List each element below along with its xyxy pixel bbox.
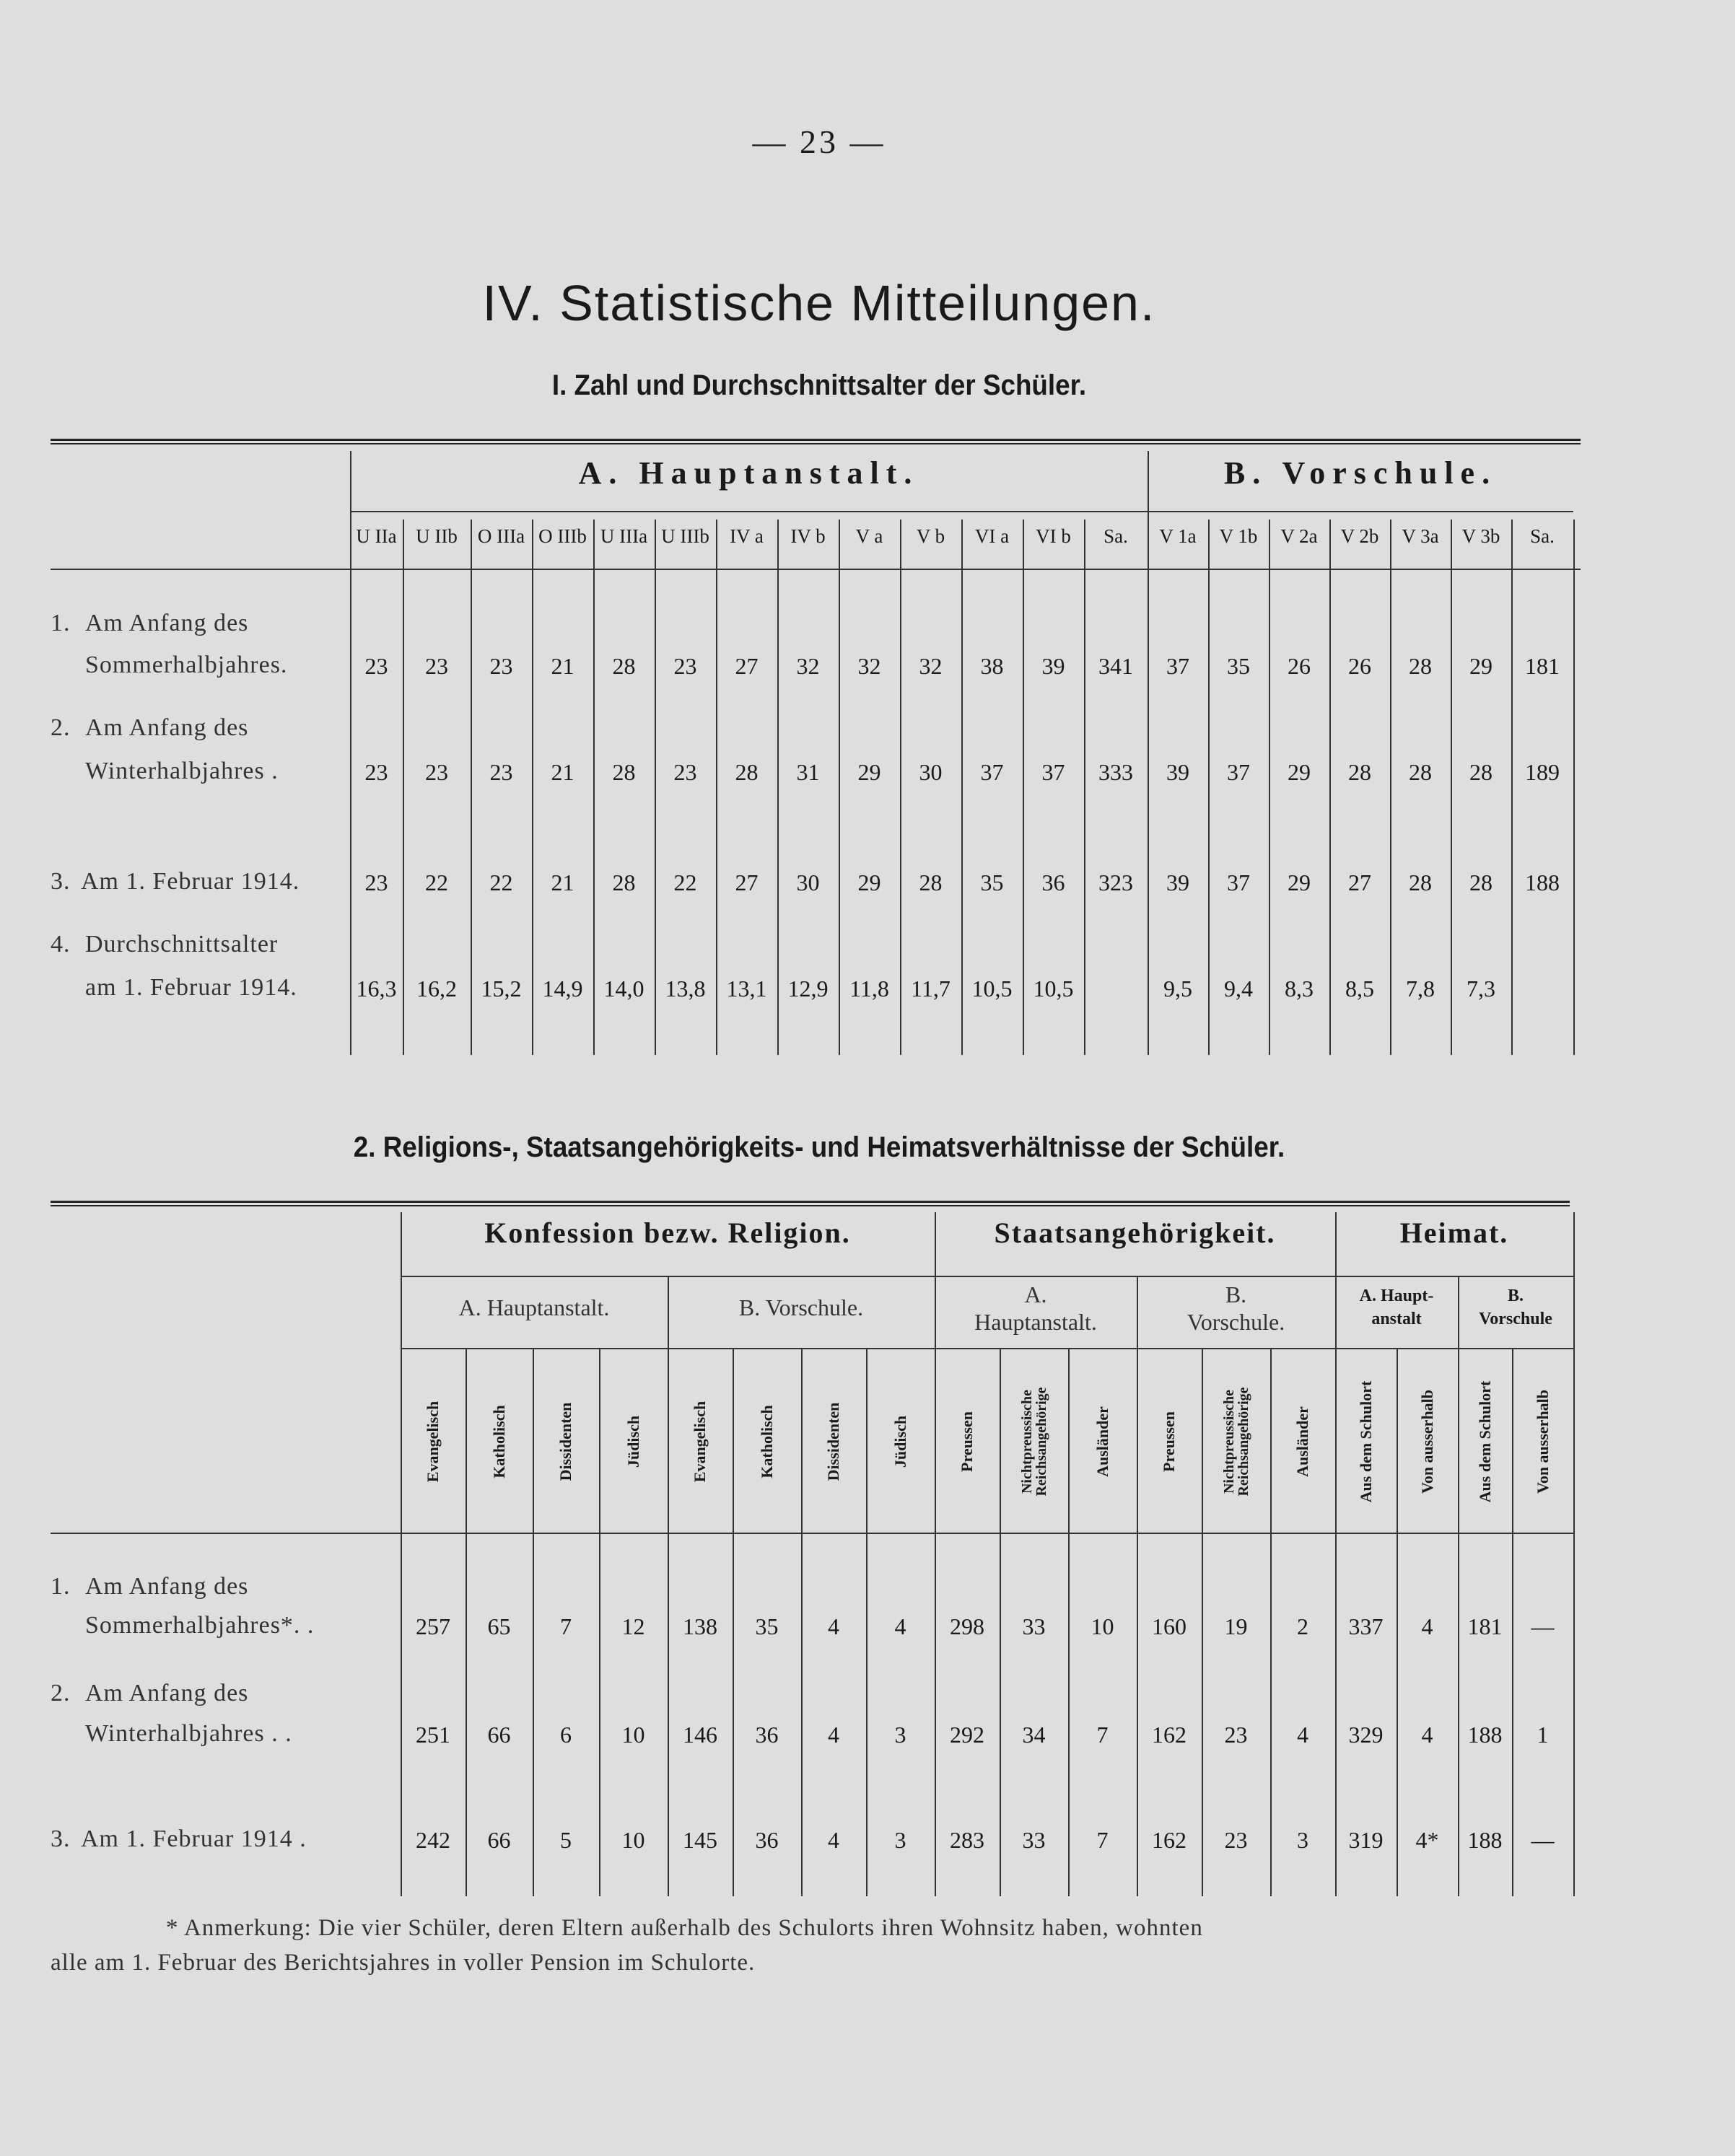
table2-sub-konf-a: A. Hauptanstalt.: [458, 1294, 610, 1320]
table2-cell: 23: [1224, 1722, 1248, 1748]
table1-cell: 7,8: [1406, 976, 1435, 1002]
table2-cell: 188: [1467, 1722, 1503, 1748]
table2-column-header: Evangelisch: [691, 1401, 709, 1483]
table1-cell: 28: [612, 653, 636, 679]
heimat-a-line2: anstalt: [1371, 1310, 1422, 1328]
table2-column-header-line: Reichsangehörige: [1033, 1387, 1049, 1497]
table1-vrule: [961, 520, 963, 1055]
table1-column-header: V 1a: [1159, 525, 1197, 547]
table2-column-header: Jüdisch: [624, 1415, 642, 1468]
table1-column-header: Sa.: [1104, 525, 1128, 547]
table1-column-header: V a: [855, 525, 883, 547]
table2-row-number: 2.: [51, 1680, 71, 1706]
table1-cell: 36: [1041, 869, 1065, 895]
table1-cell: 29: [1288, 759, 1311, 785]
table1-row-label: Am 1. Februar 1914.: [81, 868, 300, 895]
table1-cell: 22: [489, 869, 513, 895]
table1-vrule: [777, 520, 779, 1055]
table1-vrule: [1023, 520, 1024, 1055]
table1-vrule: [1329, 520, 1331, 1055]
table1-cell: 28: [612, 759, 636, 785]
table2-cell: 162: [1152, 1722, 1186, 1748]
table2-cell: 7: [1096, 1827, 1109, 1853]
table2-column-header: Ausländer: [1293, 1406, 1311, 1477]
table1-cell: 23: [364, 759, 388, 785]
table1-cell: 28: [1409, 869, 1432, 895]
table2-cell: 298: [950, 1613, 984, 1639]
table2-cell: 23: [1224, 1827, 1248, 1853]
table1-vrule: [839, 520, 840, 1055]
table1-hrule-header: [51, 569, 1581, 570]
table2-cell: 4: [894, 1613, 906, 1639]
table2-cell: 251: [416, 1722, 450, 1748]
table1-column-header: U IIIb: [661, 525, 709, 547]
section1-heading: I. Zahl und Durchschnittsalter der Schüler.: [551, 369, 1087, 401]
table1-cell: 28: [735, 759, 759, 785]
table1-cell: 39: [1166, 759, 1189, 785]
table1-cell: 39: [1041, 653, 1065, 679]
footnote-line-1: * Anmerkung: Die vier Schüler, deren Eltern außerhalb des Schulorts ihren Wohnsitz haben, wohnten: [166, 1915, 1203, 1941]
table2-row-number: 3.: [51, 1826, 71, 1852]
table1-group-hauptanstalt: A. Hauptanstalt.: [578, 455, 919, 491]
table1-cell: 26: [1288, 653, 1311, 679]
table2-cell: 4*: [1415, 1827, 1439, 1853]
table2-vrule: [1137, 1277, 1138, 1896]
table1-column-header: U IIa: [356, 525, 397, 547]
table1-cell: 23: [425, 653, 448, 679]
table2-cell: 4: [1297, 1722, 1308, 1748]
table1-cell: 37: [1227, 869, 1250, 895]
table1-cell: 8,5: [1345, 976, 1374, 1002]
table2-column-header: Preussen: [1160, 1411, 1178, 1472]
table1-cell: 28: [1348, 759, 1371, 785]
table2-vrule: [1335, 1212, 1337, 1896]
table1-cell: 23: [489, 759, 513, 785]
table1-vrule: [900, 520, 901, 1055]
table2-column-header: [1020, 1366, 1049, 1517]
table2-column-header-line: Nichtpreussische: [1018, 1389, 1035, 1494]
staat-b-line2: Vorschule.: [1186, 1309, 1285, 1335]
staat-a-line2: Hauptanstalt.: [974, 1309, 1097, 1335]
table1-cell: 28: [1469, 869, 1493, 895]
table2-vrule: [935, 1212, 936, 1896]
heimat-a-line1: A. Haupt-: [1359, 1287, 1434, 1305]
table1-cell: 23: [364, 653, 388, 679]
table1-vrule: [532, 520, 533, 1055]
table1-cell: 11,7: [911, 976, 950, 1002]
heimat-b-line2: Vorschule: [1479, 1310, 1552, 1328]
table1-column-header: VI b: [1036, 525, 1071, 547]
page-number: — 23 —: [752, 123, 886, 160]
table1-column-header: Sa.: [1530, 525, 1555, 547]
table2-cell: 4: [1421, 1613, 1433, 1639]
table2-column-header: Ausländer: [1093, 1406, 1111, 1477]
table1-hrule-groups: [350, 511, 1573, 512]
table1-cell: 30: [796, 869, 820, 895]
table1-column-header: V 2b: [1340, 525, 1379, 547]
table2-column-header: Preussen: [958, 1411, 976, 1472]
table2-cell: 257: [416, 1613, 450, 1639]
table1-column-header: V 3a: [1402, 525, 1439, 547]
table2-cell: 4: [828, 1827, 839, 1853]
table1-row-label: Durchschnittsalter: [85, 931, 279, 958]
table1-cell: 21: [551, 869, 574, 895]
table2-cell: 33: [1022, 1827, 1046, 1853]
table2-cell: 160: [1152, 1613, 1186, 1639]
table2-column-header: Dissidenten: [556, 1402, 574, 1481]
footnote-line-2: alle am 1. Februar des Berichtsjahres in voller Pension im Schulorte.: [51, 1950, 756, 1976]
table1-cell: 14,0: [603, 976, 644, 1002]
table1-vrule: [1573, 520, 1575, 1055]
table2-column-header-line: Nichtpreussische: [1220, 1389, 1237, 1494]
table1-cell: 21: [551, 759, 574, 785]
table2-cell: 3: [894, 1722, 906, 1748]
table2-column-header: [1222, 1366, 1251, 1517]
table1-cell: 333: [1098, 759, 1133, 785]
table2-cell: 65: [487, 1613, 511, 1639]
table1-cell: 38: [980, 653, 1004, 679]
table1-cell: 323: [1098, 869, 1133, 895]
table1-cell: 7,3: [1467, 976, 1495, 1002]
table1-cell: 35: [1227, 653, 1250, 679]
table2-column-header: Aus dem Schulort: [1356, 1380, 1375, 1503]
table2-cell: 19: [1224, 1613, 1248, 1639]
table2-sub-heimat-b: [1458, 1284, 1573, 1331]
table1-column-header: O IIIa: [477, 525, 525, 547]
staat-b-line1: B.: [1225, 1281, 1247, 1307]
table1-column-header: V 1b: [1219, 525, 1258, 547]
table2-row-number: 1.: [51, 1573, 71, 1600]
table1-group-vorschule: B. Vorschule.: [1223, 455, 1498, 491]
table1-row-number: 4.: [51, 931, 71, 958]
table2-row-label: Winterhalbjahres . .: [85, 1720, 292, 1747]
table2-sub-heimat-a: [1335, 1284, 1458, 1331]
table1-cell: 37: [980, 759, 1004, 785]
footnote: [51, 1911, 1566, 1980]
table2-sub-staat-b: [1137, 1281, 1335, 1336]
table1-row-number: 3.: [51, 868, 71, 895]
table1-column-header: VI a: [974, 525, 1010, 547]
table1-cell: 188: [1525, 869, 1560, 895]
table1-cell: 13,8: [665, 976, 706, 1002]
table1-vrule: [1208, 520, 1210, 1055]
table2-cell: 162: [1152, 1827, 1186, 1853]
table1-cell: 32: [919, 653, 943, 679]
table1-cell: 29: [857, 869, 881, 895]
table2-sub-konf-b: B. Vorschule.: [738, 1294, 864, 1320]
table2-cell: 145: [683, 1827, 717, 1853]
table1-cell: 9,4: [1224, 976, 1253, 1002]
table2-column-header: Dissidenten: [824, 1402, 842, 1481]
table1-vrule: [403, 520, 404, 1055]
table2-cell: 329: [1348, 1722, 1384, 1748]
table2-cell: 2: [1297, 1613, 1308, 1639]
table1-vrule: [471, 520, 472, 1055]
table2-hrule-sub: [401, 1348, 1573, 1349]
table1-cell: 31: [796, 759, 820, 785]
table2-cell: 337: [1348, 1613, 1384, 1639]
table1-row-label: am 1. Februar 1914.: [85, 974, 297, 1001]
table2-cell: 7: [1096, 1722, 1109, 1748]
table2-cell: 3: [894, 1827, 906, 1853]
table2-cell: 292: [950, 1722, 984, 1748]
section2-heading: 2. Religions-, Staatsangehörigkeits- und Heimatsverhältnisse der Schüler.: [353, 1131, 1285, 1163]
table2-vrule: [1458, 1277, 1459, 1896]
table2-cell: 188: [1467, 1827, 1503, 1853]
table1-row-label: Sommerhalbjahres.: [85, 652, 288, 678]
table2-cell: 10: [1091, 1613, 1114, 1639]
table1-cell: 29: [1288, 869, 1311, 895]
table2-cell: 4: [1421, 1722, 1433, 1748]
page-title: IV. Statistische Mitteilungen.: [482, 275, 1156, 331]
table1-cell: 23: [364, 869, 388, 895]
table1-cell: 23: [673, 759, 697, 785]
table2-cell: 4: [828, 1613, 839, 1639]
table1-column-header: U IIIa: [600, 525, 648, 547]
table1-cell: 10,5: [971, 976, 1013, 1002]
table2-cell: 66: [487, 1722, 511, 1748]
table2-cell: 1: [1537, 1722, 1549, 1748]
table1-cell: 28: [1469, 759, 1493, 785]
table2-vrule: [401, 1212, 402, 1896]
table1-cell: 32: [796, 653, 820, 679]
table1-cell: 27: [735, 869, 759, 895]
table2-column-header: Aus dem Schulort: [1475, 1380, 1494, 1503]
table2-cell: —: [1531, 1827, 1555, 1853]
table1-vrule: [716, 520, 717, 1055]
table1-cell: 15,2: [481, 976, 522, 1002]
table2-cell: 242: [416, 1827, 450, 1853]
table1-cell: 37: [1166, 653, 1189, 679]
table1-vrule: [1084, 520, 1085, 1055]
table2-cell: 35: [755, 1613, 779, 1639]
table1-column-header: V b: [916, 525, 945, 547]
table2-row-label: Am Anfang des: [85, 1573, 249, 1600]
table1-column-header: V 3b: [1461, 525, 1500, 547]
table2-row-label: Am 1. Februar 1914 .: [81, 1826, 307, 1852]
table1-cell: 29: [1469, 653, 1493, 679]
table1-cell: 14,9: [542, 976, 583, 1002]
table1-cell: 12,9: [787, 976, 829, 1002]
table1-cell: 189: [1525, 759, 1560, 785]
table1-cell: 28: [1409, 653, 1432, 679]
table1-cell: 23: [489, 653, 513, 679]
table1-cell: 16,3: [356, 976, 397, 1002]
table2-group-heimat: Heimat.: [1399, 1217, 1509, 1249]
table1-cell: 37: [1041, 759, 1065, 785]
table1-cell: 10,5: [1033, 976, 1074, 1002]
table1-cell: 27: [1348, 869, 1371, 895]
table2-cell: 283: [950, 1827, 984, 1853]
table2-column-header: Jüdisch: [891, 1415, 909, 1468]
table2-row-label: Sommerhalbjahres*. .: [85, 1612, 315, 1639]
table2-hrule-header: [51, 1533, 1573, 1534]
table1-row-number: 1.: [51, 610, 71, 636]
table2-hrule-groups: [401, 1276, 1573, 1277]
table1-cell: 11,8: [849, 976, 889, 1002]
table2-vrule: [668, 1277, 669, 1896]
table1-cell: 37: [1227, 759, 1250, 785]
table2-cell: 5: [560, 1827, 572, 1853]
table1-cell: 22: [673, 869, 697, 895]
table1-vrule: [593, 520, 595, 1055]
table2-cell: 7: [560, 1613, 572, 1639]
table1-cell: 28: [1409, 759, 1432, 785]
table1-column-header: V 2a: [1280, 525, 1318, 547]
table1-top-rule: [51, 439, 1581, 444]
table1-cell: 35: [980, 869, 1004, 895]
table1-row-number: 2.: [51, 714, 71, 741]
table1-column-header: IV b: [790, 525, 826, 547]
table1-cell: 341: [1098, 653, 1133, 679]
staat-a-line1: A.: [1024, 1281, 1047, 1307]
table2-cell: —: [1531, 1613, 1555, 1639]
table1-cell: 16,2: [416, 976, 457, 1002]
table2-cell: 6: [560, 1722, 572, 1748]
table2-cell: 12: [621, 1613, 645, 1639]
table2-cell: 138: [683, 1613, 717, 1639]
table2-column-header: Katholisch: [489, 1405, 508, 1478]
table1-cell: 13,1: [726, 976, 767, 1002]
table1-cell: 22: [425, 869, 448, 895]
table2-column-header: Katholisch: [757, 1405, 776, 1478]
table2-column-header: Von ausserhalb: [1533, 1389, 1552, 1494]
table2-cell: 10: [621, 1722, 645, 1748]
table2-cell: 34: [1022, 1722, 1046, 1748]
table1-cell: 32: [857, 653, 881, 679]
table1-cell: 23: [673, 653, 697, 679]
table1-cell: 28: [612, 869, 636, 895]
table1-vrule: [1390, 520, 1391, 1055]
table2-cell: 36: [755, 1722, 779, 1748]
table1-row-label: Winterhalbjahres .: [85, 758, 279, 784]
table2-cell: 10: [621, 1827, 645, 1853]
table1-row-label: Am Anfang des: [85, 714, 249, 741]
table1-vrule: [1269, 520, 1270, 1055]
table1-row-label: Am Anfang des: [85, 610, 249, 636]
table2-cell: 33: [1022, 1613, 1046, 1639]
table1-cell: 27: [735, 653, 759, 679]
table1-cell: 8,3: [1285, 976, 1314, 1002]
table1-column-header: U IIb: [416, 525, 458, 547]
table2-row-label: Am Anfang des: [85, 1680, 249, 1706]
table2-cell: 36: [755, 1827, 779, 1853]
table2-column-header: Evangelisch: [424, 1401, 442, 1483]
table2-sub-staat-a: [935, 1281, 1137, 1336]
table2-vrule: [1573, 1212, 1575, 1896]
table1-cell: 30: [919, 759, 943, 785]
table1-column-header: IV a: [730, 525, 764, 547]
table2-cell: 181: [1467, 1613, 1503, 1639]
table2-group-staat: Staatsangehörigkeit.: [994, 1217, 1276, 1249]
table1-cell: 26: [1348, 653, 1371, 679]
table1-cell: 21: [551, 653, 574, 679]
table2-cell: 3: [1297, 1827, 1308, 1853]
table1-cell: 29: [857, 759, 881, 785]
table1-vrule: [1511, 520, 1513, 1055]
table1-cell: 9,5: [1163, 976, 1192, 1002]
table2-column-header: Von ausserhalb: [1417, 1389, 1436, 1494]
table1-cell: 28: [919, 869, 943, 895]
table1-cell: 23: [425, 759, 448, 785]
table2-cell: 146: [683, 1722, 717, 1748]
table1-cell: 181: [1525, 653, 1560, 679]
table1-vrule: [1451, 520, 1452, 1055]
table2-cell: 4: [828, 1722, 839, 1748]
table1-cell: 39: [1166, 869, 1189, 895]
table2-top-rule: [51, 1201, 1570, 1206]
heimat-b-line1: B.: [1507, 1287, 1524, 1305]
table1-column-header: O IIIb: [538, 525, 587, 547]
table2-cell: 319: [1348, 1827, 1384, 1853]
table2-group-konfession: Konfession bezw. Religion.: [484, 1217, 851, 1249]
table2-cell: 66: [487, 1827, 511, 1853]
table1-vrule: [655, 520, 656, 1055]
table2-column-header-line: Reichsangehörige: [1235, 1387, 1251, 1497]
